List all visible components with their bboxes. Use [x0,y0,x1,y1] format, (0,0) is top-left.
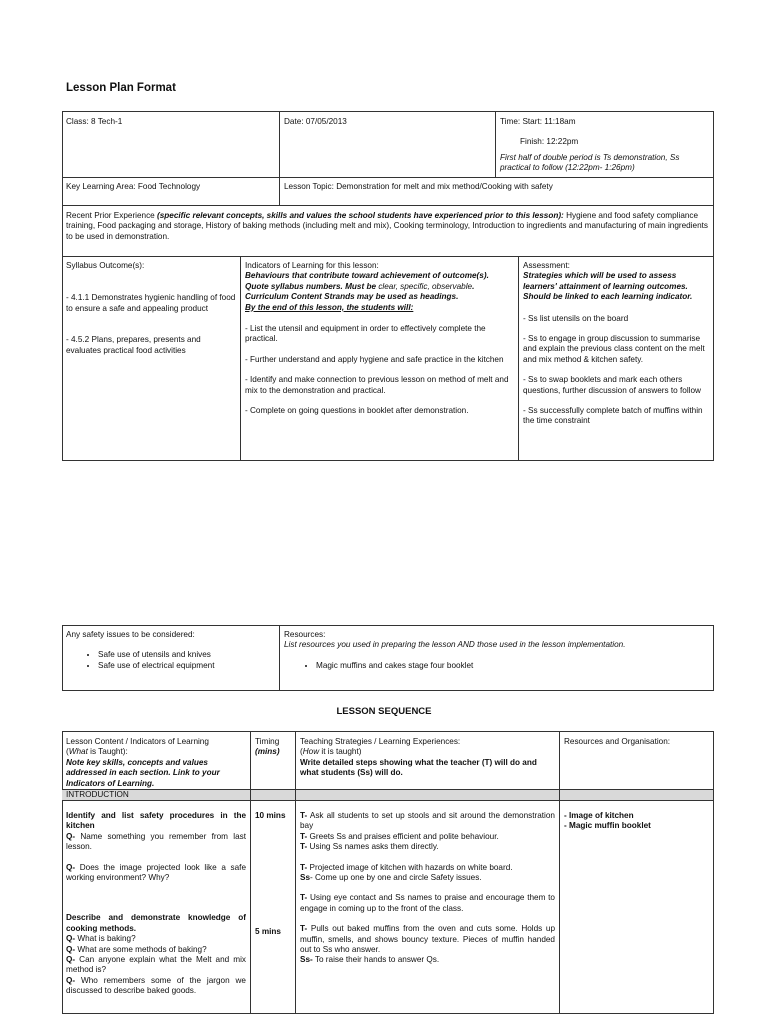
date-cell: Date: 07/05/2013 [284,117,347,126]
indicators-instructions: Behaviours that contribute toward achievement of outcome(s). Quote syllabus numbers. Must be clear, specific, observable. Curriculum Content Strands may be used as headings. [245,271,489,302]
time-start: Time: Start: 11:18am [500,117,576,126]
safety-item: • Safe use of electrical equipment [98,661,274,671]
question: Q- Does the image projected look like a safe working environment? Why? [66,862,246,883]
outcome-item: - 4.1.1 Demonstrates hygienic handling of food to ensure a safe and appealing product [66,293,236,313]
introduction-row [62,789,713,801]
question: Q- Who remembers some of the jargon we discussed to describe baked goods. [66,975,246,996]
resources-cell [284,630,710,671]
indicator-item: - Further understand and apply hygiene and safe practice in the kitchen [245,354,504,364]
time-note: First half of double period is Ts demonstration, Ss practical to follow (12:22pm- 1:26pm) [500,152,680,173]
resources-list [284,661,710,671]
time-cell [500,117,710,174]
outcomes-cell [66,261,236,356]
col-resources-header: Resources and Organisation: [564,737,671,746]
time-finish: Finish: 12:22pm [520,137,579,147]
step: T- Greets Ss and praises efficient and polite behaviour. [300,831,499,841]
indicators-label: Indicators of Learning for this lesson: [245,261,379,270]
col-strategies-header: Teaching Strategies / Learning Experiences: (How it is taught) Write detailed steps showing what the teacher (T) will do and what students (Ss) will do. [300,737,537,778]
resources-label: Resources: [284,630,326,639]
block1-heading: Identify and list safety procedures in the kitchen [66,811,246,831]
safety-label: Any safety issues to be considered: [66,630,195,639]
lesson-sequence-title: LESSON SEQUENCE [336,706,432,717]
step: Ss- To raise their hands to answer Qs. [300,955,440,965]
content-column [66,811,246,997]
topic-cell: Lesson Topic: Demonstration for melt and mix method/Cooking with safety [284,182,553,191]
safety-cell [66,630,274,671]
block1-timing: 10 mins [255,811,286,820]
resources-instructions: List resources you used in preparing the lesson AND those used in the lesson implementation. [284,640,626,650]
step: T- Pulls out baked muffins from the oven and cuts some. Holds up muffin, smells, and shows bouncy texture. Pieces of muffin handed out to Ss who answer. [300,924,555,955]
class-cell: Class: 8 Tech-1 [66,117,123,126]
prior-experience-cell [66,211,710,242]
outcome-item: - 4.5.2 Plans, prepares, presents and evaluates practical food activities [66,335,201,355]
assessment-item: - Ss to engage in group discussion to summarise and explain the previous class content on the melt and mix method & kitchen safety. [523,334,705,364]
assessment-instructions: Strategies which will be used to assess learners' attainment of learning outcomes. Should be linked to each learning indicator. [523,271,693,302]
prior-label: Recent Prior Experience [66,211,158,220]
assessment-cell [523,261,711,427]
sequence-resources-column [564,811,710,832]
outcomes-label: Syllabus Outcome(s): [66,261,145,270]
step: Ss- Come up one by one and circle Safety issues. [300,873,482,883]
assessment-item: - Ss list utensils on the board [523,313,629,323]
kla-cell: Key Learning Area: Food Technology [66,182,201,191]
block2-heading: Describe and demonstrate knowledge of cooking methods. [66,913,246,933]
strategies-column [300,811,555,966]
indicator-item: - Identify and make connection to previous lesson on method of melt and mix to the demonstration and practical. [245,375,509,395]
step: T- Projected image of kitchen with hazards on white board. [300,862,513,872]
question: Q- What is baking? [66,934,136,944]
question: Q- Can anyone explain what the Melt and mix method is? [66,955,246,975]
col-content-header: Lesson Content / Indicators of Learning (What is Taught): Note key skills, concepts and values addressed in each section. Link to your Indicators of Learning. [66,737,220,788]
page-title: Lesson Plan Format [66,82,176,94]
step: T- Using Ss names asks them directly. [300,842,439,852]
assessment-item: - Ss successfully complete batch of muffins within the time constraint [523,406,703,426]
resource-item: - Magic muffin booklet [564,821,651,831]
prior-text: Hygiene and food safety compliance training, Food packaging and storage, History of baking methods (including melt and mix), Cooking terminology, Introduction to ingredients and manufacturing of main ingredients to be used in demonstration. [66,211,709,241]
resource-item: - Image of kitchen [564,811,634,820]
indicator-item: - List the utensil and equipment in order to effectively complete the practical. [245,324,486,344]
question: Q- Name something you remember from last lesson. [66,831,246,852]
prior-label-emph: (specific relevant concepts, skills and values the school students have experienced prior to this lesson): [157,211,564,220]
indicator-item: - Complete on going questions in booklet after demonstration. [245,406,469,416]
indicators-lead: By the end of this lesson, the students will: [245,302,414,312]
question: Q- What are some methods of baking? [66,944,207,954]
col-timing-header: Timing (mins) [255,737,280,757]
step: T- Using eye contact and Ss names to praise and encourage them to engage in coming up to the front of the class. [300,893,555,913]
assessment-label: Assessment: [523,261,570,270]
indicators-cell [245,261,513,416]
assessment-item: - Ss to swap booklets and mark each others questions, further discussion of answers to follow [523,375,701,395]
introduction-label: INTRODUCTION [66,790,129,799]
safety-item: • Safe use of utensils and knives [98,650,274,660]
resource-item: • Magic muffins and cakes stage four booklet [316,661,710,671]
step: T- Ask all students to set up stools and sit around the demonstration bay [300,811,555,831]
block2-timing: 5 mins [255,927,281,936]
safety-list [66,650,274,671]
